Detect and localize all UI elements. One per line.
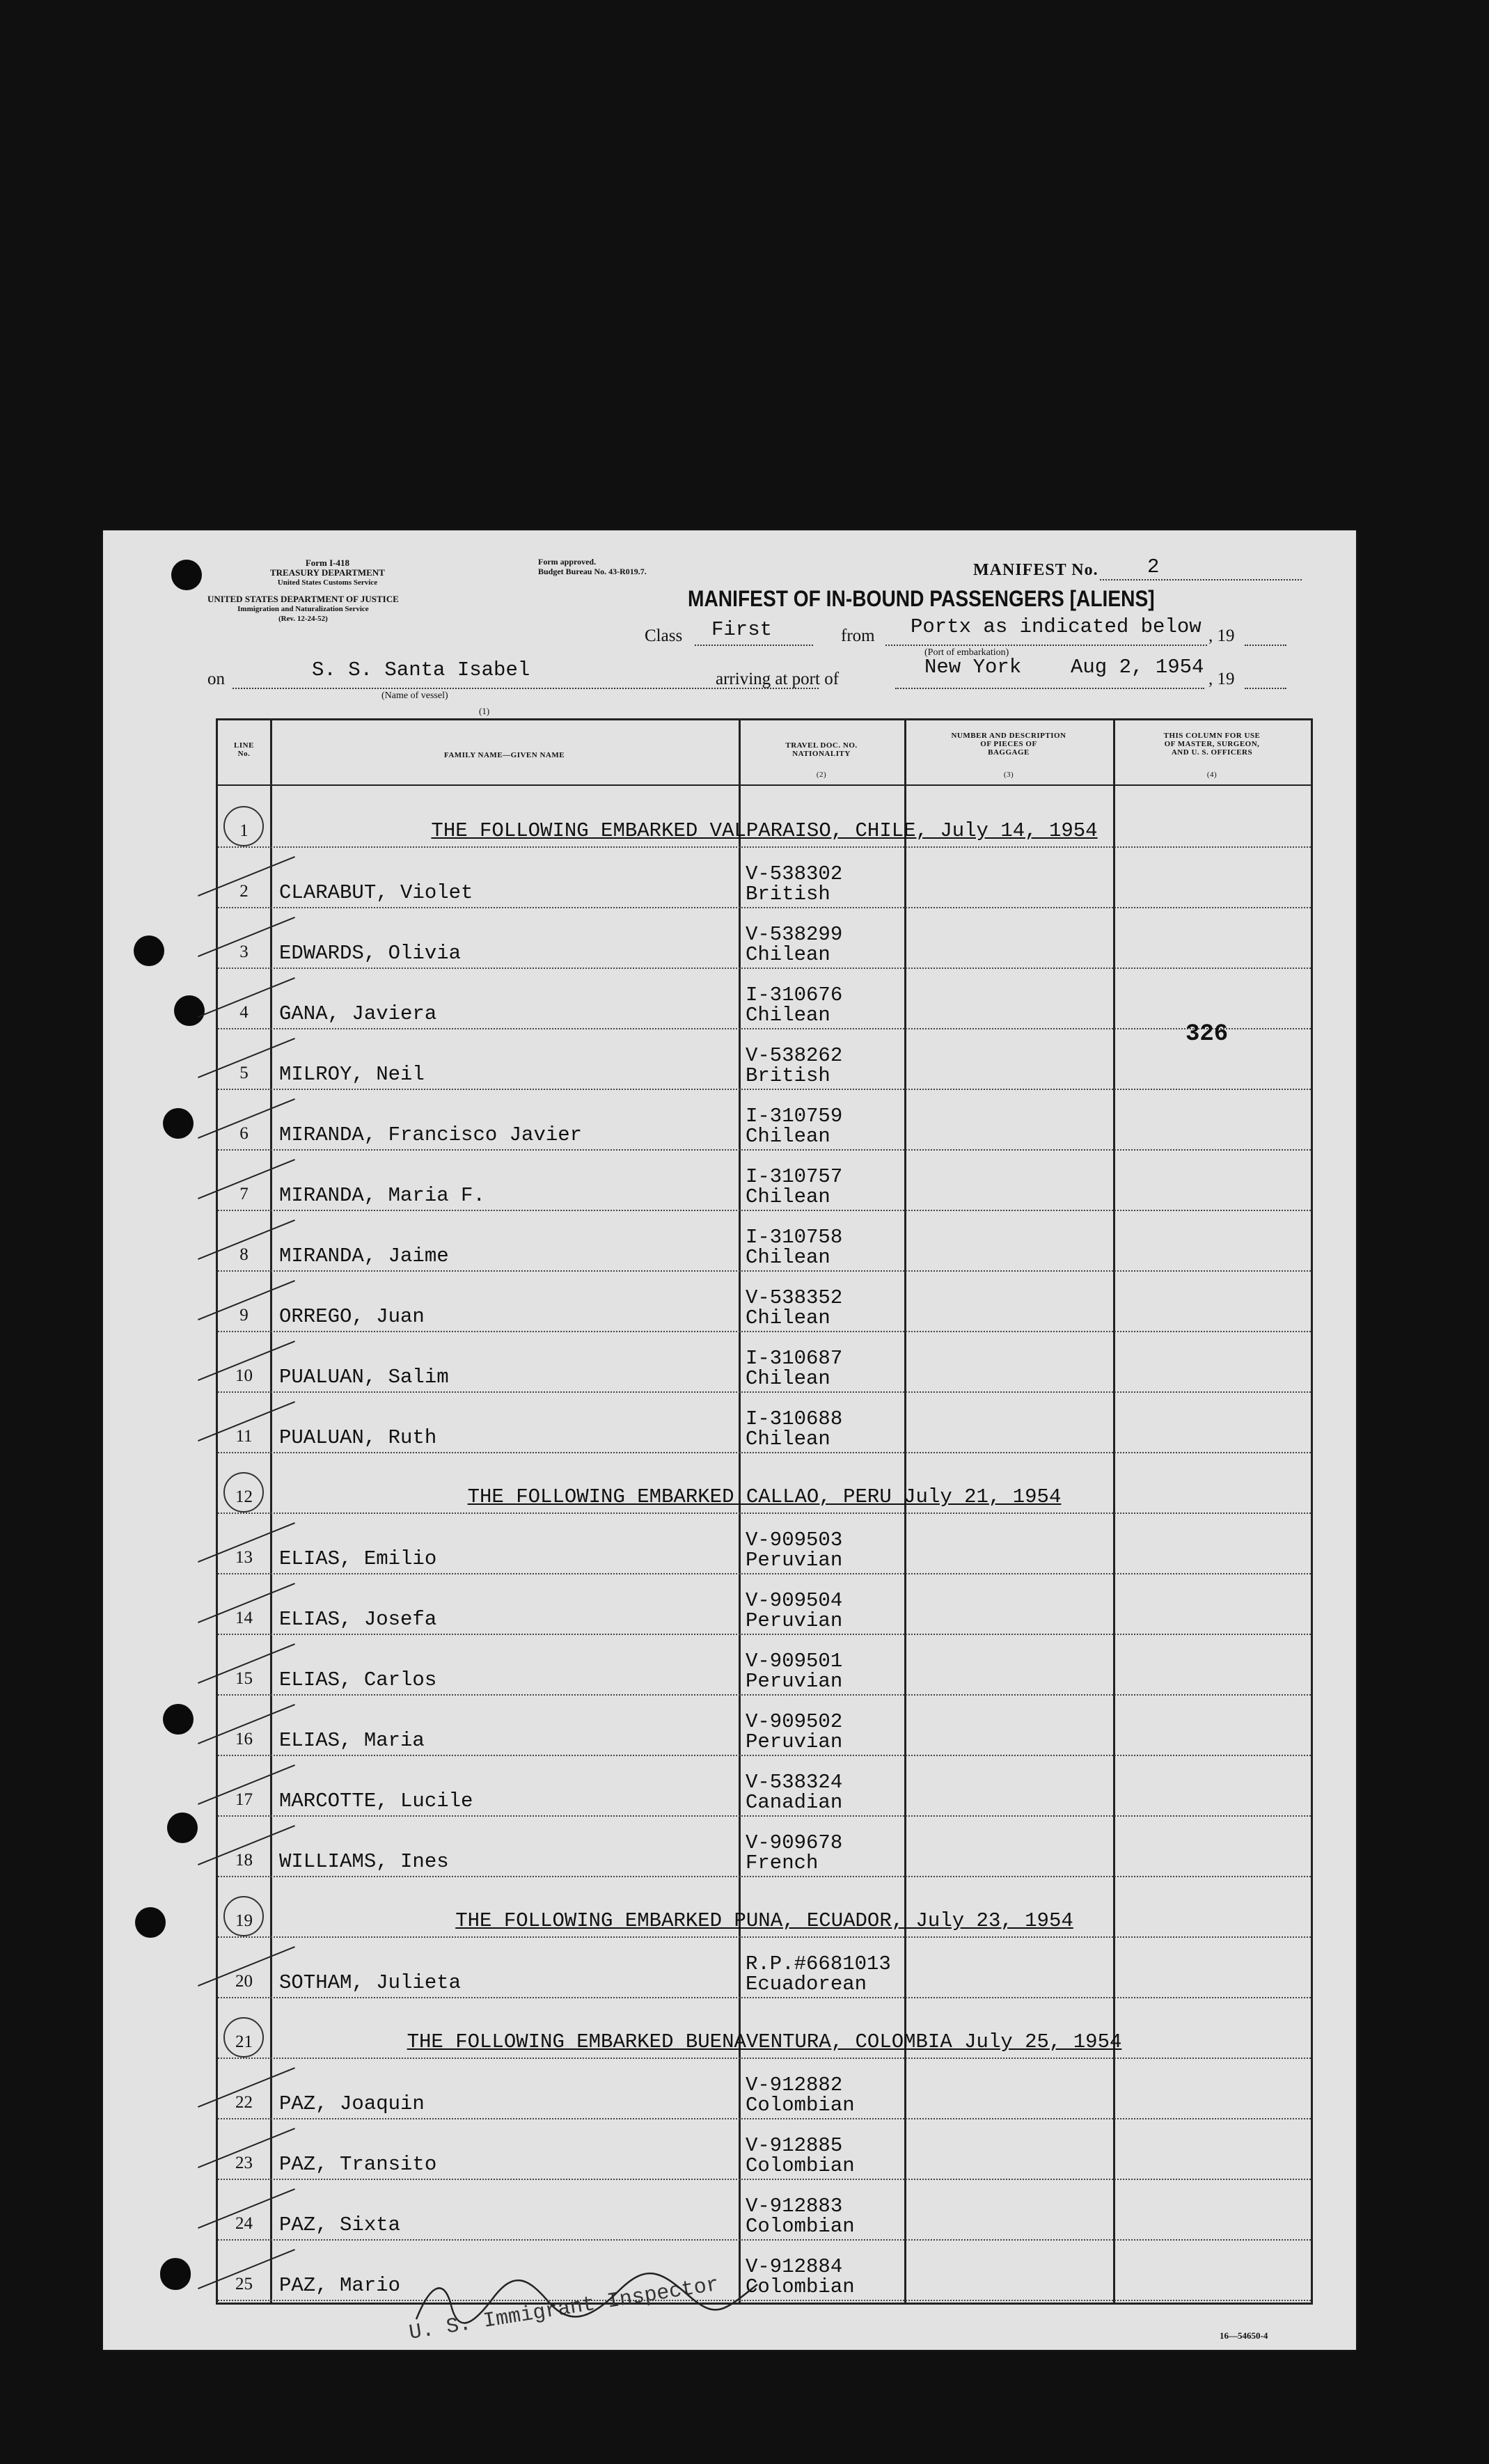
class-line: [695, 645, 813, 646]
line-number: 24: [235, 2214, 253, 2233]
nationality: British: [746, 1064, 830, 1087]
header-travel-doc: TRAVEL DOC. NO. NATIONALITY (2): [785, 741, 858, 779]
nationality: Chilean: [746, 1367, 830, 1390]
line-number: 21: [235, 2032, 253, 2051]
travel-doc-number: R.P.#6681013: [746, 1952, 891, 1975]
binder-hole: [171, 560, 202, 590]
travel-doc-cell: [746, 1772, 842, 1813]
year-line-2: [1245, 688, 1286, 689]
form-id-block: [270, 558, 385, 587]
table-row: [218, 1029, 1311, 1090]
embarkation-port: Portx as indicated below: [911, 615, 1202, 638]
table-row: [218, 2180, 1311, 2241]
arriving-label: arriving at port of: [716, 670, 840, 688]
table-row: [218, 969, 1311, 1029]
manifest-title: MANIFEST OF IN-BOUND PASSENGERS [ALIENS]: [688, 586, 1155, 611]
section-row: [218, 1877, 1311, 1938]
on-label: on: [207, 670, 225, 688]
section-row: [218, 1998, 1311, 2059]
manifest-number: 2: [1147, 555, 1160, 578]
line-number: 22: [235, 2093, 253, 2112]
line-number: 7: [239, 1185, 249, 1203]
nationality: Colombian: [746, 2215, 855, 2238]
table-row: [218, 1332, 1311, 1393]
vessel-name: S. S. Santa Isabel: [312, 658, 530, 681]
passenger-name: MILROY, Neil: [279, 1063, 425, 1086]
passenger-name: PUALUAN, Ruth: [279, 1426, 437, 1449]
nationality: Colombian: [746, 2094, 855, 2117]
table-row: [218, 1272, 1311, 1332]
passenger-name: PAZ, Mario: [279, 2274, 401, 2297]
table-row: [218, 1635, 1311, 1696]
travel-doc-cell: [746, 1833, 842, 1873]
travel-doc-cell: [746, 1590, 842, 1631]
header-line-no: LINE No.: [234, 741, 254, 758]
header-officers: THIS COLUMN FOR USE OF MASTER, SURGEON, AND U. S. OFFICERS (4): [1163, 732, 1261, 779]
table-row: [218, 1817, 1311, 1877]
line-number: 16: [235, 1730, 253, 1748]
travel-doc-number: I-310687: [746, 1347, 843, 1370]
table-row: [218, 2119, 1311, 2180]
nationality: Chilean: [746, 943, 830, 966]
arrival-port: New York: [924, 656, 1022, 679]
binder-hole: [163, 1108, 194, 1139]
line-number: 19: [235, 1911, 253, 1930]
passenger-name: MIRANDA, Francisco Javier: [279, 1123, 583, 1146]
nationality: French: [746, 1851, 819, 1874]
binder-hole: [163, 1704, 194, 1735]
travel-doc-number: I-310757: [746, 1165, 843, 1188]
line-number: 10: [235, 1366, 253, 1385]
header-baggage: NUMBER AND DESCRIPTION OF PIECES OF BAGGAGE (3): [951, 732, 1066, 779]
binder-hole: [134, 935, 164, 966]
table-row: [218, 1696, 1311, 1756]
travel-doc-number: V-912882: [746, 2074, 843, 2096]
passenger-name: MIRANDA, Jaime: [279, 1245, 449, 1267]
year-suffix-1: , 19: [1208, 626, 1235, 645]
travel-doc-number: V-909503: [746, 1529, 843, 1551]
approval-block: [538, 557, 647, 576]
manifest-page: [103, 530, 1356, 2350]
nationality: Chilean: [746, 1185, 830, 1208]
travel-doc-number: V-538302: [746, 862, 843, 885]
passenger-name: PAZ, Sixta: [279, 2213, 401, 2236]
passenger-name: SOTHAM, Julieta: [279, 1971, 462, 1994]
passenger-name: MIRANDA, Maria F.: [279, 1184, 485, 1207]
line-number: 5: [239, 1064, 249, 1082]
travel-doc-number: V-909502: [746, 1710, 843, 1733]
line-number: 1: [239, 821, 249, 840]
passenger-name: ELIAS, Carlos: [279, 1668, 437, 1691]
arrival-date: Aug 2, 1954: [1071, 656, 1204, 679]
from-line: [885, 645, 1207, 646]
passenger-table: [216, 718, 1313, 2305]
line-number: 8: [239, 1245, 249, 1264]
embarkation-caption: (Port of embarkation): [924, 647, 1009, 658]
travel-doc-number: V-538299: [746, 923, 843, 946]
travel-doc-number: I-310758: [746, 1226, 843, 1249]
table-row: [218, 1151, 1311, 1211]
line-number: 3: [239, 942, 249, 961]
embarkation-section-heading: THE FOLLOWING EMBARKED BUENAVENTURA, COLOMBIA July 25, 1954: [407, 2030, 1122, 2053]
passenger-name: GANA, Javiera: [279, 1002, 437, 1025]
line-number: 17: [235, 1790, 253, 1809]
table-row: [218, 1090, 1311, 1151]
travel-doc-number: V-538352: [746, 1286, 843, 1309]
passenger-name: WILLIAMS, Ines: [279, 1850, 449, 1873]
line-number: 25: [235, 2275, 253, 2293]
travel-doc-number: V-909501: [746, 1650, 843, 1673]
table-row: [218, 1574, 1311, 1635]
arrival-line: [895, 688, 1204, 689]
embarkation-section-heading: THE FOLLOWING EMBARKED VALPARAISO, CHILE, July 14, 1954: [431, 819, 1098, 842]
nationality: Colombian: [746, 2154, 855, 2177]
officer-note: 326: [1185, 1021, 1229, 1048]
nationality: Peruvian: [746, 1730, 843, 1753]
travel-doc-cell: [746, 1954, 891, 1994]
travel-doc-cell: [746, 1106, 842, 1146]
travel-doc-cell: [746, 1712, 842, 1752]
nationality: Chilean: [746, 1306, 830, 1329]
travel-doc-number: V-538324: [746, 1771, 843, 1794]
treasury-dept: TREASURY DEPARTMENT: [270, 567, 385, 578]
table-row: [218, 908, 1311, 969]
footer-code: 16—54650-4: [1220, 2330, 1268, 2341]
nationality: Chilean: [746, 1246, 830, 1269]
travel-doc-number: I-310759: [746, 1105, 843, 1128]
dept-block: [207, 594, 399, 624]
embarkation-section-heading: THE FOLLOWING EMBARKED CALLAO, PERU July 21, 1954: [467, 1485, 1062, 1508]
inspector-stamp: U. S. Immigrant Inspector: [407, 2273, 721, 2346]
passenger-name: ELIAS, Maria: [279, 1729, 425, 1752]
nationality: Canadian: [746, 1791, 843, 1814]
year-line-1: [1245, 645, 1286, 646]
line-number: 2: [239, 882, 249, 901]
line-number: 9: [239, 1306, 249, 1325]
class-value: First: [711, 618, 773, 641]
nationality: Chilean: [746, 1125, 830, 1148]
section-row: [218, 1453, 1311, 1514]
dept-of-justice: UNITED STATES DEPARTMENT OF JUSTICE: [207, 594, 399, 604]
embarkation-section-heading: THE FOLLOWING EMBARKED PUNA, ECUADOR, July 23, 1954: [455, 1909, 1073, 1932]
binder-hole: [135, 1907, 166, 1938]
line-number: 14: [235, 1609, 253, 1627]
travel-doc-cell: [746, 1651, 842, 1691]
table-row: [218, 1393, 1311, 1453]
binder-hole: [167, 1813, 198, 1843]
line-number: 18: [235, 1851, 253, 1870]
passenger-name: PUALUAN, Salim: [279, 1366, 449, 1389]
travel-doc-cell: [746, 2135, 855, 2176]
manifest-number-label: MANIFEST No.: [973, 561, 1098, 579]
line-number: 6: [239, 1124, 249, 1143]
line-number: 13: [235, 1548, 253, 1567]
nationality: Colombian: [746, 2275, 855, 2298]
travel-doc-cell: [746, 1227, 842, 1267]
travel-doc-number: V-912885: [746, 2134, 843, 2157]
travel-doc-cell: [746, 1167, 842, 1207]
passenger-name: EDWARDS, Olivia: [279, 942, 462, 965]
passenger-name: ORREGO, Juan: [279, 1305, 425, 1328]
form-number: Form I-418: [305, 558, 350, 568]
nationality: Peruvian: [746, 1549, 843, 1572]
binder-hole: [160, 2258, 191, 2289]
travel-doc-cell: [746, 1409, 842, 1449]
passenger-name: ELIAS, Josefa: [279, 1608, 437, 1631]
line-number: 23: [235, 2154, 253, 2172]
vessel-col-num: (1): [479, 706, 490, 716]
travel-doc-cell: [746, 2196, 855, 2236]
travel-doc-number: V-909678: [746, 1831, 843, 1854]
line-number: 20: [235, 1972, 253, 1991]
nationality: Peruvian: [746, 1609, 843, 1632]
line-number: 15: [235, 1669, 253, 1688]
travel-doc-cell: [746, 2075, 855, 2115]
revision: (Rev. 12-24-52): [278, 615, 328, 623]
travel-doc-cell: [746, 1530, 842, 1570]
passenger-name: MARCOTTE, Lucile: [279, 1790, 473, 1813]
travel-doc-number: V-912884: [746, 2255, 843, 2278]
travel-doc-number: I-310676: [746, 984, 843, 1006]
header-family-name: FAMILY NAME—GIVEN NAME: [443, 751, 565, 759]
line-number: 4: [239, 1003, 249, 1022]
form-approved: Form approved.: [538, 557, 597, 567]
passenger-name: CLARABUT, Violet: [279, 881, 473, 904]
nationality: British: [746, 883, 830, 906]
nationality: Ecuadorean: [746, 1973, 867, 1996]
line-number: 12: [235, 1487, 253, 1506]
line-number: 11: [235, 1427, 253, 1446]
travel-doc-cell: [746, 985, 842, 1025]
binder-hole: [174, 995, 205, 1026]
table-row: [218, 1514, 1311, 1574]
travel-doc-number: V-538262: [746, 1044, 843, 1067]
travel-doc-number: I-310688: [746, 1407, 843, 1430]
passenger-name: ELIAS, Emilio: [279, 1547, 437, 1570]
table-row: [218, 1756, 1311, 1817]
section-row: [218, 787, 1311, 848]
travel-doc-cell: [746, 1045, 842, 1086]
travel-doc-number: V-912883: [746, 2195, 843, 2218]
nationality: Chilean: [746, 1004, 830, 1027]
year-suffix-2: , 19: [1208, 670, 1235, 688]
table-row: [218, 1211, 1311, 1272]
ins-name: Immigration and Naturalization Service: [237, 605, 369, 613]
passenger-name: PAZ, Joaquin: [279, 2092, 425, 2115]
passenger-name: PAZ, Transito: [279, 2153, 437, 2176]
nationality: Peruvian: [746, 1670, 843, 1693]
table-row: [218, 2059, 1311, 2119]
travel-doc-cell: [746, 924, 842, 965]
travel-doc-cell: [746, 1288, 842, 1328]
from-label: from: [841, 626, 875, 645]
class-label: Class: [645, 626, 683, 645]
nationality: Chilean: [746, 1428, 830, 1451]
vessel-caption: (Name of vessel): [381, 690, 448, 701]
manifest-number-line: [1100, 579, 1302, 581]
table-row: [218, 848, 1311, 908]
travel-doc-number: V-909504: [746, 1589, 843, 1612]
travel-doc-cell: [746, 1348, 842, 1389]
travel-doc-cell: [746, 864, 842, 904]
table-row: [218, 1938, 1311, 1998]
customs-service: United States Customs Service: [277, 578, 378, 587]
budget-bureau: Budget Bureau No. 43-R019.7.: [538, 567, 647, 576]
inspector-signature: [409, 2264, 771, 2333]
